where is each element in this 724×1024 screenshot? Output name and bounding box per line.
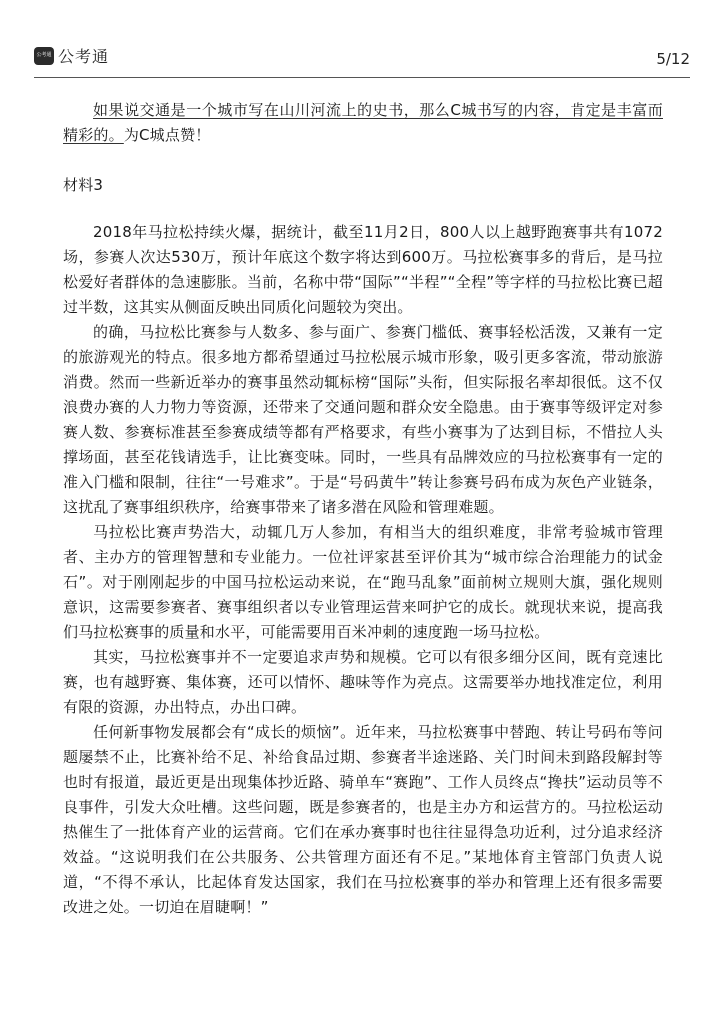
brand-logo	[34, 44, 109, 67]
document-body	[63, 98, 663, 920]
intro-underlined-text: 如果说交通是一个城市写在山川河流上的史书，那么C城书写的内容，肯定是丰富而精彩的。	[63, 101, 663, 144]
page-header	[34, 44, 690, 74]
body-paragraph-3: 马拉松比赛声势浩大，动辄几万人参加，有相当大的组织难度，非常考验城市管理者、主办方的管理智慧和专业能力。一位社评家甚至评价其为“城市综合治理能力的试金石”。对于刚刚起步的中国马拉松运动来说，在“跑马乱象”面前树立规则大旗，强化规则意识，这需要参赛者、赛事组织者以专业管理运营来呵护它的成长。就现状来说，提高我们马拉松赛事的质量和水平，可能需要用百米冲刺的速度跑一场马拉松。	[63, 523, 663, 641]
body-paragraph-4: 其实，马拉松赛事并不一定要追求声势和规模。它可以有很多细分区间，既有竞速比赛，也有越野赛、集体赛，还可以情怀、趣味等作为亮点。这需要举办地找准定位，利用有限的资源，办出特点，办出口碑。	[63, 648, 663, 716]
logo-badge-icon: 公考通	[34, 47, 54, 65]
logo-text: 公考通	[58, 47, 110, 66]
page-number: 5/12	[656, 50, 690, 68]
body-paragraph-5: 任何新事物发展都会有“成长的烦恼”。近年来，马拉松赛事中替跑、转让号码布等问题屡禁不止，比赛补给不足、补给食品过期、参赛者半途迷路、关门时间未到路段解封等也时有报道，最近更是出现集体抄近路、骑单车“赛跑”、工作人员终点“搀扶”运动员等不良事件，引发大众吐槽。这些问题，既是参赛者的，也是主办方和运营方的。马拉松运动热催生了一批体育产业的运营商。它们在承办赛事时也往往显得急功近利，过分追求经济效益。“这说明我们在公共服务、公共管理方面还有不足。”某地体育主管部门负责人说道，“不得不承认，比起体育发达国家，我们在马拉松赛事的举办和管理上还有很多需要改进之处。一切迫在眉睫啊！”	[63, 723, 663, 916]
body-paragraph-2: 的确，马拉松比赛参与人数多、参与面广、参赛门槛低、赛事轻松活泼，又兼有一定的旅游观光的特点。很多地方都希望通过马拉松展示城市形象，吸引更多客流，带动旅游消费。然而一些新近举办的赛事虽然动辄标榜“国际”头衔，但实际报名率却很低。这不仅浪费办赛的人力物力等资源，还带来了交通问题和群众安全隐患。由于赛事等级评定对参赛人数、参赛标准甚至参赛成绩等都有严格要求，有些小赛事为了达到目标，不惜拉人头撑场面，甚至花钱请选手，让比赛变味。同时，一些具有品牌效应的马拉松赛事有一定的准入门槛和限制，往往“一号难求”。于是“号码黄牛”转让参赛号码布成为灰色产业链条，这扰乱了赛事组织秩序，给赛事带来了诸多潜在风险和管理难题。	[63, 323, 663, 516]
intro-tail-text: 为C城点赞！	[123, 126, 211, 144]
body-paragraph-1: 2018年马拉松持续火爆，据统计，截至11月2日，800人以上越野跑赛事共有1072场，参赛人次达530万，预计年底这个数字将达到600万。马拉松赛事多的背后，是马拉松爱好者群体的急速膨胀。当前，名称中带“国际”“半程”“全程”等字样的马拉松比赛已超过半数，这其实从侧面反映出同质化问题较为突出。	[63, 223, 663, 316]
intro-paragraph	[63, 98, 663, 148]
header-divider	[34, 77, 690, 78]
section-title: 材料3	[63, 176, 104, 194]
